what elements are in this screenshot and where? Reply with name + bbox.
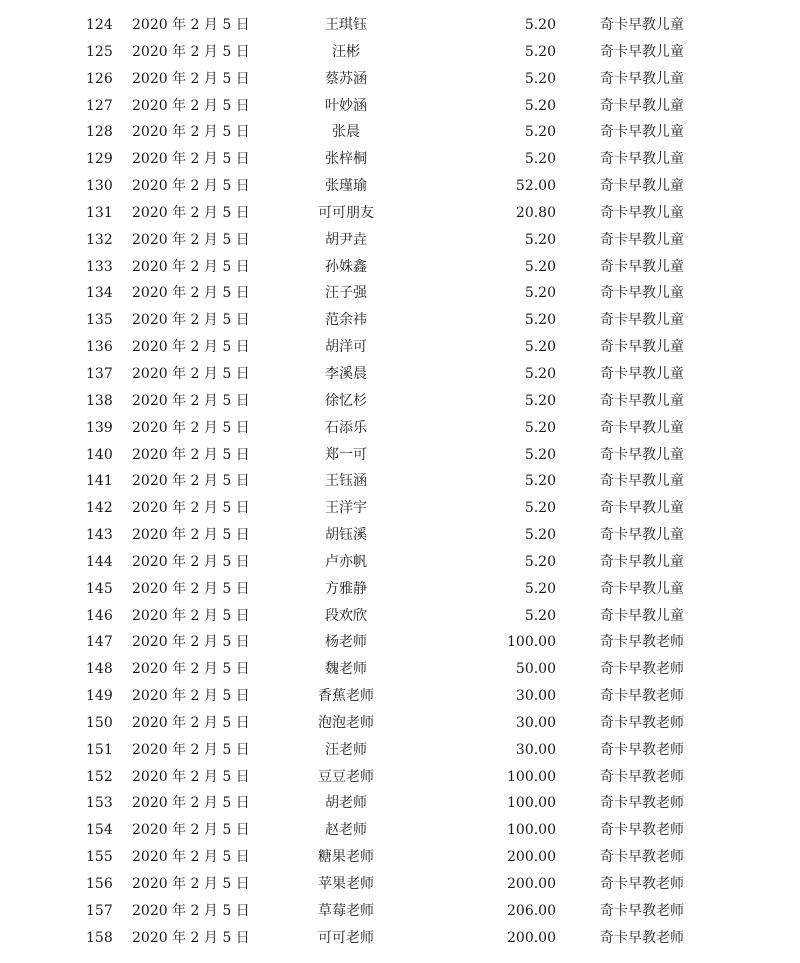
- row-name: 张晨: [332, 124, 360, 141]
- row-date: 2020 年 2 月 5 日: [132, 661, 250, 678]
- row-organization: 奇卡早教儿童: [600, 17, 684, 33]
- row-date: 2020 年 2 月 5 日: [132, 419, 250, 436]
- row-number: 136: [86, 339, 113, 356]
- row-number: 128: [86, 124, 113, 141]
- row-amount: 100.00: [507, 768, 556, 785]
- row-organization: 奇卡早教儿童: [600, 500, 684, 517]
- row-date: 2020 年 2 月 5 日: [132, 714, 250, 731]
- table-row: [0, 12, 800, 39]
- row-amount: 200.00: [507, 849, 556, 866]
- row-number: 157: [86, 902, 113, 919]
- row-name: 叶妙涵: [325, 97, 367, 114]
- row-name: 张瑾瑜: [325, 178, 367, 195]
- row-date: 2020 年 2 月 5 日: [132, 97, 250, 114]
- row-amount: 5.20: [524, 285, 556, 302]
- table-row: [0, 415, 800, 442]
- donation-table: [0, 12, 800, 952]
- row-amount: 5.20: [524, 17, 556, 33]
- row-amount: 5.20: [524, 473, 556, 490]
- row-organization: 奇卡早教老师: [600, 929, 684, 946]
- row-date: 2020 年 2 月 5 日: [132, 876, 250, 892]
- table-row: [0, 361, 800, 388]
- row-amount: 5.20: [524, 231, 556, 248]
- row-number: 149: [86, 688, 113, 705]
- row-date: 2020 年 2 月 5 日: [132, 151, 250, 168]
- row-name: 王琪钰: [325, 17, 367, 33]
- row-name: 孙姝鑫: [325, 258, 367, 275]
- table-row: [0, 549, 800, 576]
- row-name: 李溪晨: [325, 365, 367, 382]
- row-date: 2020 年 2 月 5 日: [132, 258, 250, 275]
- table-row: [0, 871, 800, 898]
- row-name: 赵老师: [325, 822, 367, 839]
- row-number: 156: [86, 876, 113, 892]
- row-number: 150: [86, 714, 113, 731]
- row-organization: 奇卡早教儿童: [600, 365, 684, 382]
- row-organization: 奇卡早教儿童: [600, 151, 684, 168]
- row-number: 130: [86, 178, 113, 195]
- table-row: [0, 710, 800, 737]
- row-amount: 20.80: [515, 204, 556, 221]
- row-organization: 奇卡早教儿童: [600, 43, 684, 60]
- row-date: 2020 年 2 月 5 日: [132, 849, 250, 866]
- row-organization: 奇卡早教儿童: [600, 231, 684, 248]
- row-number: 138: [86, 392, 113, 409]
- row-amount: 5.20: [524, 339, 556, 356]
- row-organization: 奇卡早教老师: [600, 741, 684, 758]
- table-row: [0, 254, 800, 281]
- row-amount: 5.20: [524, 500, 556, 517]
- row-organization: 奇卡早教儿童: [600, 473, 684, 490]
- row-organization: 奇卡早教老师: [600, 822, 684, 839]
- row-number: 124: [86, 17, 113, 33]
- row-name: 郑一可: [325, 446, 367, 463]
- row-name: 糖果老师: [318, 849, 374, 866]
- row-amount: 5.20: [524, 527, 556, 544]
- table-row: [0, 898, 800, 925]
- row-name: 可可老师: [318, 929, 374, 946]
- row-amount: 100.00: [507, 822, 556, 839]
- row-name: 草莓老师: [318, 902, 374, 919]
- row-date: 2020 年 2 月 5 日: [132, 553, 250, 570]
- row-organization: 奇卡早教儿童: [600, 258, 684, 275]
- row-organization: 奇卡早教儿童: [600, 527, 684, 544]
- table-row: [0, 200, 800, 227]
- table-row: [0, 844, 800, 871]
- row-number: 140: [86, 446, 113, 463]
- row-organization: 奇卡早教老师: [600, 634, 684, 651]
- row-amount: 5.20: [524, 365, 556, 382]
- row-name: 泡泡老师: [318, 714, 374, 731]
- row-date: 2020 年 2 月 5 日: [132, 580, 250, 597]
- row-name: 香蕉老师: [318, 688, 374, 705]
- table-row: [0, 817, 800, 844]
- row-amount: 5.20: [524, 124, 556, 141]
- row-name: 豆豆老师: [318, 768, 374, 785]
- row-date: 2020 年 2 月 5 日: [132, 43, 250, 60]
- row-amount: 5.20: [524, 580, 556, 597]
- row-amount: 5.20: [524, 43, 556, 60]
- row-date: 2020 年 2 月 5 日: [132, 822, 250, 839]
- row-date: 2020 年 2 月 5 日: [132, 768, 250, 785]
- row-date: 2020 年 2 月 5 日: [132, 231, 250, 248]
- row-amount: 50.00: [515, 661, 556, 678]
- row-number: 146: [86, 607, 113, 624]
- row-amount: 30.00: [515, 741, 556, 758]
- row-organization: 奇卡早教儿童: [600, 97, 684, 114]
- row-amount: 206.00: [507, 902, 556, 919]
- row-amount: 5.20: [524, 419, 556, 436]
- row-number: 152: [86, 768, 113, 785]
- row-amount: 5.20: [524, 70, 556, 87]
- row-name: 范余祎: [325, 312, 367, 329]
- row-name: 徐忆杉: [325, 392, 367, 409]
- table-row: [0, 683, 800, 710]
- table-row: [0, 66, 800, 93]
- row-amount: 100.00: [507, 634, 556, 651]
- row-number: 129: [86, 151, 113, 168]
- row-name: 王钰涵: [325, 473, 367, 490]
- row-name: 胡洋可: [325, 339, 367, 356]
- table-row: [0, 522, 800, 549]
- row-organization: 奇卡早教儿童: [600, 339, 684, 356]
- row-number: 141: [86, 473, 113, 490]
- row-date: 2020 年 2 月 5 日: [132, 178, 250, 195]
- row-amount: 5.20: [524, 392, 556, 409]
- table-row: [0, 925, 800, 952]
- row-date: 2020 年 2 月 5 日: [132, 473, 250, 490]
- row-amount: 5.20: [524, 607, 556, 624]
- table-row: [0, 388, 800, 415]
- row-amount: 52.00: [515, 178, 556, 195]
- row-number: 137: [86, 365, 113, 382]
- table-row: [0, 334, 800, 361]
- table-row: [0, 790, 800, 817]
- row-organization: 奇卡早教老师: [600, 876, 684, 892]
- table-row: [0, 227, 800, 254]
- row-organization: 奇卡早教儿童: [600, 446, 684, 463]
- row-number: 125: [86, 43, 113, 60]
- row-organization: 奇卡早教儿童: [600, 312, 684, 329]
- row-name: 魏老师: [325, 661, 367, 678]
- row-number: 134: [86, 285, 113, 302]
- row-date: 2020 年 2 月 5 日: [132, 902, 250, 919]
- row-name: 蔡苏涵: [325, 70, 367, 87]
- row-date: 2020 年 2 月 5 日: [132, 285, 250, 302]
- row-date: 2020 年 2 月 5 日: [132, 392, 250, 409]
- row-number: 131: [86, 204, 113, 221]
- table-row: [0, 442, 800, 469]
- row-amount: 30.00: [515, 688, 556, 705]
- row-organization: 奇卡早教老师: [600, 768, 684, 785]
- row-organization: 奇卡早教老师: [600, 902, 684, 919]
- row-number: 143: [86, 527, 113, 544]
- row-number: 127: [86, 97, 113, 114]
- row-organization: 奇卡早教儿童: [600, 285, 684, 302]
- table-row: [0, 93, 800, 120]
- row-date: 2020 年 2 月 5 日: [132, 527, 250, 544]
- row-amount: 200.00: [507, 929, 556, 946]
- row-name: 汪子强: [325, 285, 367, 302]
- row-date: 2020 年 2 月 5 日: [132, 929, 250, 946]
- row-date: 2020 年 2 月 5 日: [132, 339, 250, 356]
- row-organization: 奇卡早教儿童: [600, 419, 684, 436]
- row-name: 方雅静: [325, 580, 367, 597]
- row-date: 2020 年 2 月 5 日: [132, 446, 250, 463]
- table-row: [0, 119, 800, 146]
- row-date: 2020 年 2 月 5 日: [132, 17, 250, 33]
- table-row: [0, 764, 800, 791]
- row-organization: 奇卡早教老师: [600, 849, 684, 866]
- row-number: 133: [86, 258, 113, 275]
- table-row: [0, 495, 800, 522]
- table-row: [0, 39, 800, 66]
- row-date: 2020 年 2 月 5 日: [132, 365, 250, 382]
- row-date: 2020 年 2 月 5 日: [132, 500, 250, 517]
- row-number: 154: [86, 822, 113, 839]
- table-row: [0, 629, 800, 656]
- row-date: 2020 年 2 月 5 日: [132, 741, 250, 758]
- row-number: 132: [86, 231, 113, 248]
- row-name: 胡老师: [325, 795, 367, 812]
- row-organization: 奇卡早教儿童: [600, 607, 684, 624]
- row-name: 石添乐: [325, 419, 367, 436]
- row-organization: 奇卡早教老师: [600, 688, 684, 705]
- row-amount: 5.20: [524, 151, 556, 168]
- row-organization: 奇卡早教儿童: [600, 124, 684, 141]
- row-date: 2020 年 2 月 5 日: [132, 312, 250, 329]
- row-number: 139: [86, 419, 113, 436]
- row-number: 155: [86, 849, 113, 866]
- row-number: 158: [86, 929, 113, 946]
- row-date: 2020 年 2 月 5 日: [132, 688, 250, 705]
- row-name: 卢亦帆: [325, 553, 367, 570]
- row-number: 142: [86, 500, 113, 517]
- table-row: [0, 173, 800, 200]
- row-amount: 5.20: [524, 258, 556, 275]
- row-number: 145: [86, 580, 113, 597]
- row-name: 胡钰溪: [325, 527, 367, 544]
- row-name: 汪老师: [325, 741, 367, 758]
- row-date: 2020 年 2 月 5 日: [132, 795, 250, 812]
- row-name: 杨老师: [325, 634, 367, 651]
- row-name: 王洋宇: [325, 500, 367, 517]
- row-organization: 奇卡早教儿童: [600, 178, 684, 195]
- row-number: 153: [86, 795, 113, 812]
- row-name: 可可朋友: [318, 204, 374, 221]
- row-amount: 5.20: [524, 446, 556, 463]
- table-row: [0, 307, 800, 334]
- table-row: [0, 737, 800, 764]
- table-row: [0, 603, 800, 630]
- row-number: 148: [86, 661, 113, 678]
- row-amount: 100.00: [507, 795, 556, 812]
- row-organization: 奇卡早教儿童: [600, 70, 684, 87]
- row-organization: 奇卡早教儿童: [600, 553, 684, 570]
- row-number: 126: [86, 70, 113, 87]
- table-row: [0, 468, 800, 495]
- table-row: [0, 656, 800, 683]
- row-name: 段欢欣: [325, 607, 367, 624]
- row-name: 苹果老师: [318, 876, 374, 892]
- row-date: 2020 年 2 月 5 日: [132, 70, 250, 87]
- row-amount: 5.20: [524, 97, 556, 114]
- row-date: 2020 年 2 月 5 日: [132, 607, 250, 624]
- row-organization: 奇卡早教儿童: [600, 392, 684, 409]
- row-number: 144: [86, 553, 113, 570]
- row-amount: 30.00: [515, 714, 556, 731]
- row-amount: 5.20: [524, 553, 556, 570]
- table-row: [0, 576, 800, 603]
- row-number: 151: [86, 741, 113, 758]
- table-row: [0, 146, 800, 173]
- row-organization: 奇卡早教老师: [600, 795, 684, 812]
- row-name: 汪彬: [332, 43, 360, 60]
- row-organization: 奇卡早教儿童: [600, 204, 684, 221]
- row-date: 2020 年 2 月 5 日: [132, 204, 250, 221]
- row-amount: 200.00: [507, 876, 556, 892]
- row-amount: 5.20: [524, 312, 556, 329]
- row-number: 135: [86, 312, 113, 329]
- table-row: [0, 280, 800, 307]
- row-name: 张梓桐: [325, 151, 367, 168]
- row-number: 147: [86, 634, 113, 651]
- row-name: 胡尹垚: [325, 231, 367, 248]
- row-organization: 奇卡早教老师: [600, 714, 684, 731]
- row-organization: 奇卡早教儿童: [600, 580, 684, 597]
- row-date: 2020 年 2 月 5 日: [132, 124, 250, 141]
- row-date: 2020 年 2 月 5 日: [132, 634, 250, 651]
- row-organization: 奇卡早教老师: [600, 661, 684, 678]
